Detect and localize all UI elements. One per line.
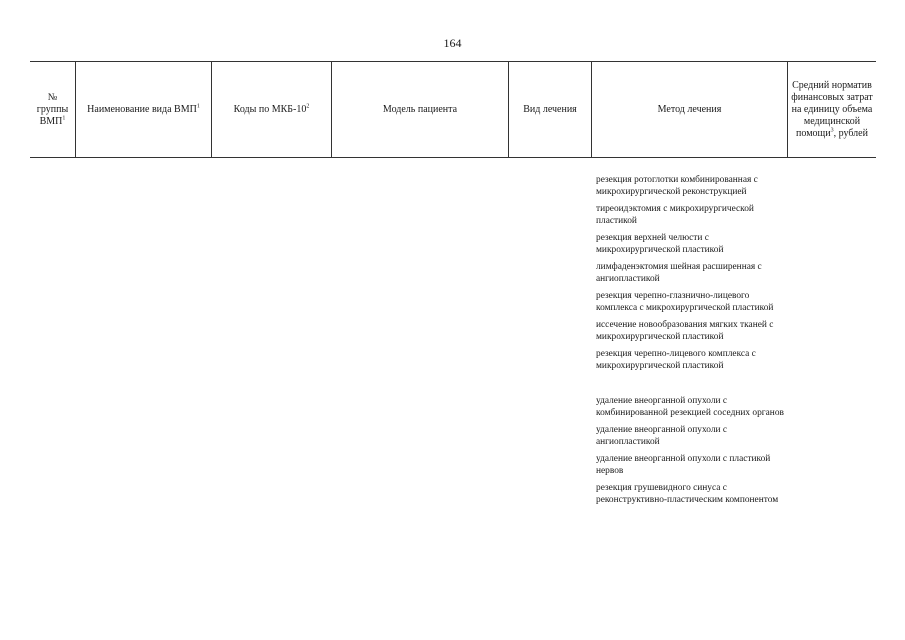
- method-item: удаление внеорганной опухоли с комбинированной резекцией соседних органов: [596, 396, 784, 418]
- method-item: удаление внеорганной опухоли с ангиопластикой: [596, 425, 728, 447]
- method-item: иссечение новообразования мягких тканей с микрохирургической пластикой: [596, 320, 774, 342]
- method-item: резекция черепно-лицевого комплекса с микрохирургической пластикой: [596, 349, 756, 371]
- method-item: лимфаденэктомия шейная расширенная с ангиопластикой: [596, 262, 762, 284]
- method-item: резекция ротоглотки комбинированная с микрохирургической реконструкцией: [596, 175, 758, 197]
- header-col-vmp-name: Наименование вида ВМП$^1$: [75, 62, 211, 157]
- header-col-treatment-kind: Вид лечения: [508, 62, 591, 157]
- table-header: [30, 61, 876, 158]
- method-item: удаление внеорганной опухоли с пластикой нервов: [596, 454, 771, 476]
- header-col-treatment-method: Метод лечения: [591, 62, 787, 157]
- header-col-icd-codes: Коды по МКБ-$10^2$: [211, 62, 331, 157]
- header-col-group-number: № группы ВМП$^1$: [36, 91, 69, 127]
- treatment-methods-list: [596, 175, 786, 512]
- header-col-average-cost: Средний норматив финансовых затрат на единицу объема медицинской помощи$^3$, рублей: [787, 62, 876, 157]
- page-number: 164: [443, 36, 462, 50]
- header-col-patient-model: Модель пациента: [331, 62, 508, 157]
- method-item: тиреоидэктомия с микрохирургической пластикой: [596, 204, 754, 226]
- method-item: резекция верхней челюсти с микрохирургической пластикой: [596, 233, 724, 255]
- method-item: резекция грушевидного синуса с реконструктивно-пластическим компонентом: [596, 483, 779, 505]
- method-item: резекция черепно-глазнично-лицевого комплекса с микрохирургической пластикой: [596, 291, 774, 313]
